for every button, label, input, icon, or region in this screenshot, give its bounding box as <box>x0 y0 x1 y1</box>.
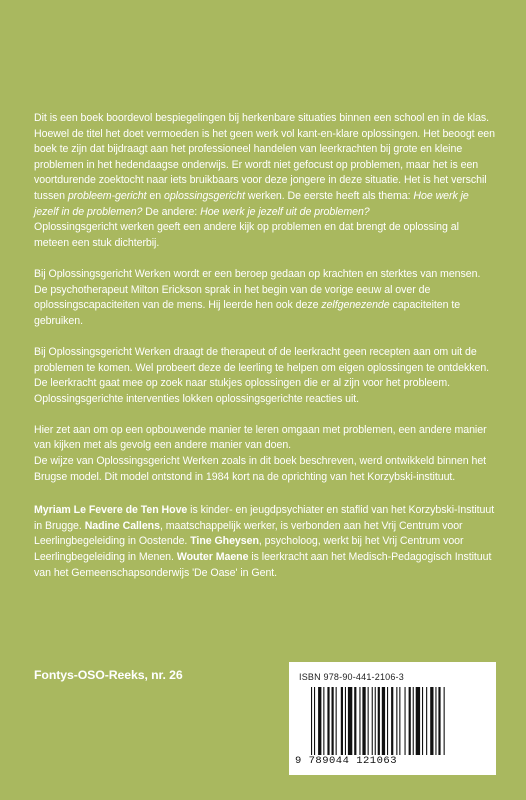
barcode-bar <box>426 687 427 755</box>
barcode-bar <box>362 687 365 755</box>
barcode-bar <box>396 687 397 755</box>
barcode-bar <box>422 687 423 755</box>
erickson-paragraph: Bij Oplossingsgericht Werken wordt er een beroep gedaan op krachten en sterktes van mensen. De psychotherapeut Milton Erickson sprak in het begin van de vorige eeuw al over de oplossingscapaciteiten van de mens. Hij leerde hen ook deze zelfgenezende capaciteiten te gebruiken. <box>34 267 481 327</box>
brugse-model-paragraph: De wijze van Oplossingsgericht Werken zoals in dit boek beschreven, werd ontwikkeld binnen het Brugse model. Dit model ontstond in 1984 kort na de oprichting van het Korzybski-instituut. <box>34 455 487 483</box>
barcode-bar <box>438 687 440 755</box>
author-name: Tine Gheysen <box>190 535 259 548</box>
barcode-bar <box>332 687 334 755</box>
barcode-bar <box>416 687 420 755</box>
barcode-label <box>289 662 496 775</box>
intro-paragraph: Dit is een boek boordevol bespiegelingen bij herkenbare situaties binnen een school en in de klas. Hoewel de titel het doet vermoeden is het geen werk vol kant-en-klare oplossingen. Het beoogt een boek te zijn dat bijdraagt aan het professioneel handelen van leerkrachten bij grote en kleine problemen in het hedendaagse onderwijs. Er wordt niet gefocust op problemen, maar het is een voortdurende zoektocht naar iets bruikbaars voor deze jongere in deze situatie. Het is het verschil tussen probleem-gericht en oplossingsgericht werken. De eerste heeft als thema: Hoe werk je jezelf in de problemen? De andere: Hoe werk je jezelf uit de problemen? <box>34 112 495 218</box>
back-cover-text <box>34 111 496 597</box>
intro-paragraph-2: Oplossingsgericht werken geeft een andere kijk op problemen en dat brengt de oplossing al meteen een stuk dichterbij. <box>34 221 459 249</box>
author-name: Nadine Callens <box>84 519 160 532</box>
barcode-bar <box>435 687 436 755</box>
barcode-bar <box>430 687 433 755</box>
barcode-bar <box>348 687 352 755</box>
author-name: Myriam Le Fevere de Ten Hove <box>34 504 188 517</box>
barcode-bar <box>413 687 414 755</box>
isbn-number: ISBN 978-90-441-2106-3 <box>299 672 404 682</box>
barcode-bar <box>405 687 406 755</box>
barcode-bar <box>354 687 356 755</box>
teacher-paragraph: Bij Oplossingsgericht Werken draagt de therapeut of de leerkracht geen recepten aan om uit de problemen te komen. Wel probeert deze de leerling te helpen om eigen oplossingen te ontdekken. De leerkracht gaat mee op zoek naar stukjes oplossingen die er al zijn voor het probleem. Oplossingsgerichte interventies lokken oplossingsgerichte reacties uit. <box>34 345 490 405</box>
barcode-bar <box>378 687 380 755</box>
barcode-bar <box>382 687 385 755</box>
barcode-icon <box>307 687 477 755</box>
series-title: Fontys-OSO-Reeks, nr. 26 <box>34 668 183 682</box>
barcode-bar <box>444 687 445 755</box>
barcode-bar <box>327 687 329 755</box>
barcode-bar <box>318 687 321 755</box>
barcode-bar <box>375 687 376 755</box>
approach-paragraph: Hier zet aan om op een opbouwende manier te leren omgaan met problemen, een andere manier van kijken met als gevolg een andere manier van doen. <box>34 423 487 452</box>
barcode-bar <box>368 687 369 755</box>
author-bios: Myriam Le Fevere de Ten Hove is kinder- en jeugdpsychiater en staflid van het Korzybski-Instituut in Brugge. Nadine Callens, maatschappelijk werker, is verbonden aan het Vrij Centrum voor Leerlingbegeleiding in Oostende. Tine Gheysen, psycholoog, werkt bij het Vrij Centrum voor Leerlingbegeleiding in Menen. Wouter Maene is leerkracht aan het Medisch-Pedagogisch Instituut van het Gemeenschapsonderwijs 'De Oase' in Gent. <box>34 504 495 579</box>
barcode-bar <box>336 687 337 755</box>
barcode-bar <box>345 687 346 755</box>
barcode-bar <box>372 687 373 755</box>
author-name: Wouter Maene <box>176 551 249 564</box>
barcode-bar <box>359 687 360 755</box>
barcode-bar <box>314 687 315 755</box>
barcode-bar <box>409 687 411 755</box>
barcode-bar <box>399 687 400 755</box>
barcode-bar <box>323 687 324 755</box>
barcode-bar <box>387 687 388 755</box>
barcode-digits: 9 789044 121063 <box>295 755 398 767</box>
barcode-bar <box>341 687 343 755</box>
barcode-bar <box>391 687 393 755</box>
barcode-bar <box>311 687 312 755</box>
